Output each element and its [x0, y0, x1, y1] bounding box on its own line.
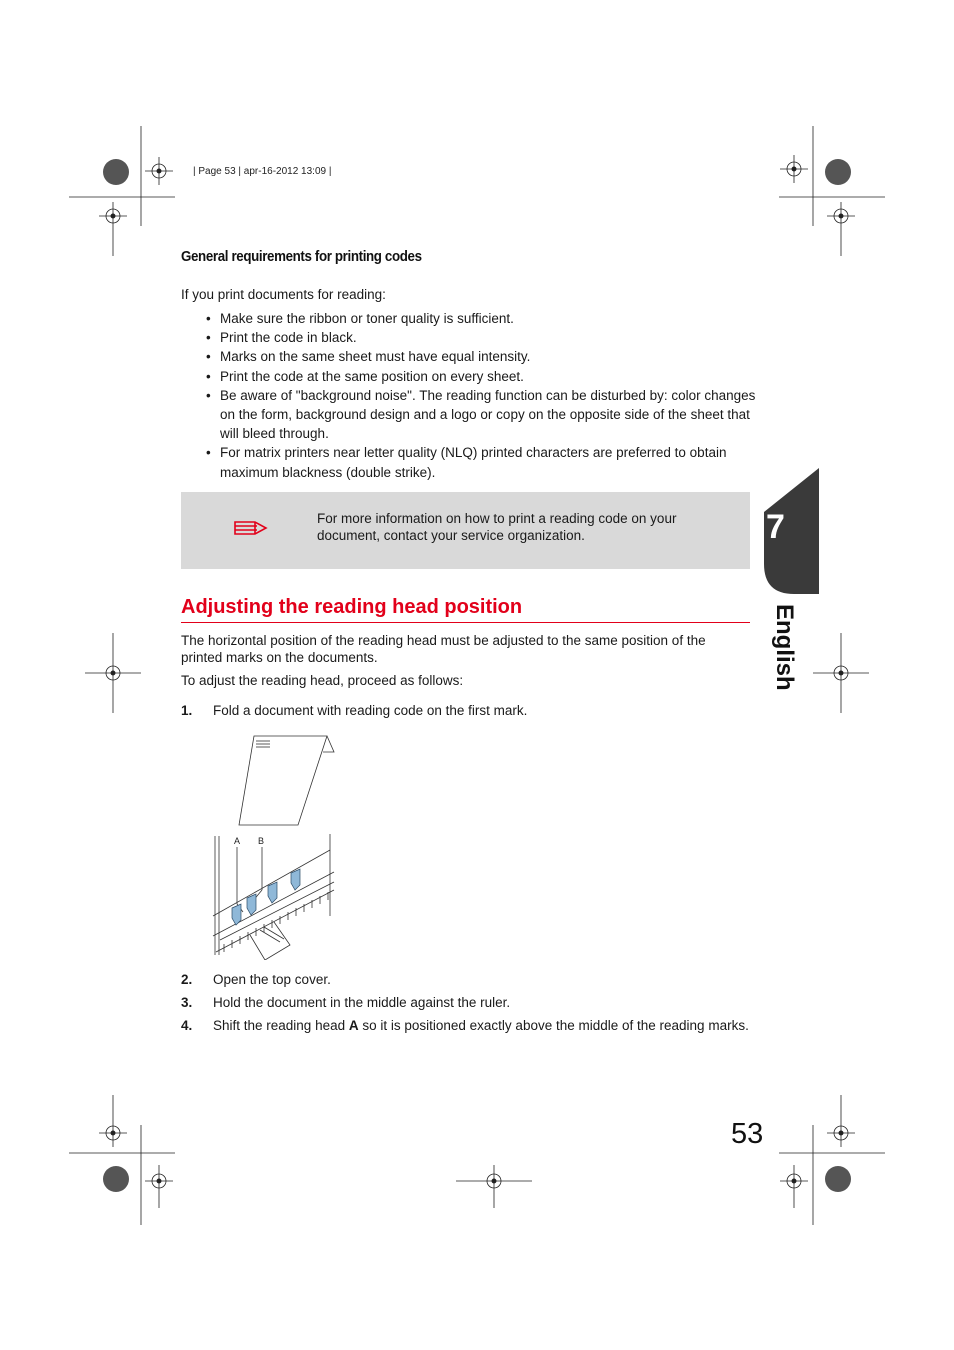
bullet: •: [206, 349, 211, 365]
bullet: •: [206, 445, 211, 461]
list-item: [203, 443, 763, 481]
bullet: •: [206, 368, 211, 384]
step-text-part: so it is positioned exactly above the middle of the reading marks.: [358, 1018, 749, 1033]
label-a: A: [234, 836, 241, 846]
list-item: [203, 367, 763, 386]
print-slug: | Page 53 | apr-16-2012 13:09 |: [193, 166, 332, 177]
note-box: [181, 492, 750, 569]
list-item-text: Marks on the same sheet must have equal intensity.: [220, 349, 531, 365]
list-item-text: Print the code in black.: [220, 330, 357, 346]
section-paragraph: The horizontal position of the reading head must be adjusted to the same position of the printed marks on the documents.: [181, 633, 706, 665]
step-text-part: Shift the reading head: [213, 1018, 349, 1033]
section-paragraph: To adjust the reading head, proceed as follows:: [181, 673, 464, 688]
list-item-text: Be aware of "background noise". The reading function can be disturbed by: color changes on the form, background design and a logo or copy on the opposite side of the sheet that will bleed through.: [220, 387, 756, 442]
step-text: [213, 1017, 753, 1034]
folded-document: [239, 736, 327, 825]
list-item-text: Print the code at the same position on every sheet.: [220, 368, 524, 384]
subsection-heading: General requirements for printing codes: [181, 249, 422, 265]
step-number: 1.: [181, 703, 193, 718]
pencil-note-icon: [233, 519, 269, 542]
intro-text: If you print documents for reading:: [181, 287, 386, 302]
list-item-text: Make sure the ribbon or toner quality is sufficient.: [220, 311, 514, 326]
step-number: 3.: [181, 995, 193, 1010]
reading-head: [291, 869, 300, 890]
chapter-number: 7: [766, 508, 785, 546]
reading-head: [247, 894, 256, 915]
bullet: •: [206, 387, 211, 403]
step-number: 4.: [181, 1018, 193, 1033]
list-item: [203, 309, 763, 328]
step-text: Fold a document with reading code on the first mark.: [213, 703, 528, 718]
bullet: •: [206, 330, 211, 346]
requirements-list: [203, 309, 763, 482]
step-text: Hold the document in the middle against the ruler.: [213, 995, 511, 1010]
list-item: [203, 386, 763, 444]
language-label: English: [771, 604, 798, 691]
bullet: •: [206, 311, 211, 326]
reading-head-illustration: [210, 730, 340, 960]
label-b: B: [258, 836, 265, 846]
reading-head-label: A: [348, 1018, 359, 1033]
step-text: Open the top cover.: [213, 972, 331, 987]
list-item: [203, 328, 763, 347]
section-divider: [181, 622, 750, 623]
reading-head-b: [268, 882, 277, 903]
section-title: Adjusting the reading head position: [181, 596, 523, 618]
list-item-text: For matrix printers near letter quality (NLQ) printed characters are preferred to obtain maximum blackness (double strike).: [220, 445, 727, 480]
list-item: [203, 347, 763, 366]
step-number: 2.: [181, 972, 193, 987]
note-text: For more information on how to print a reading code on your document, contact your service organization.: [317, 511, 677, 543]
page-number: 53: [731, 1118, 764, 1150]
